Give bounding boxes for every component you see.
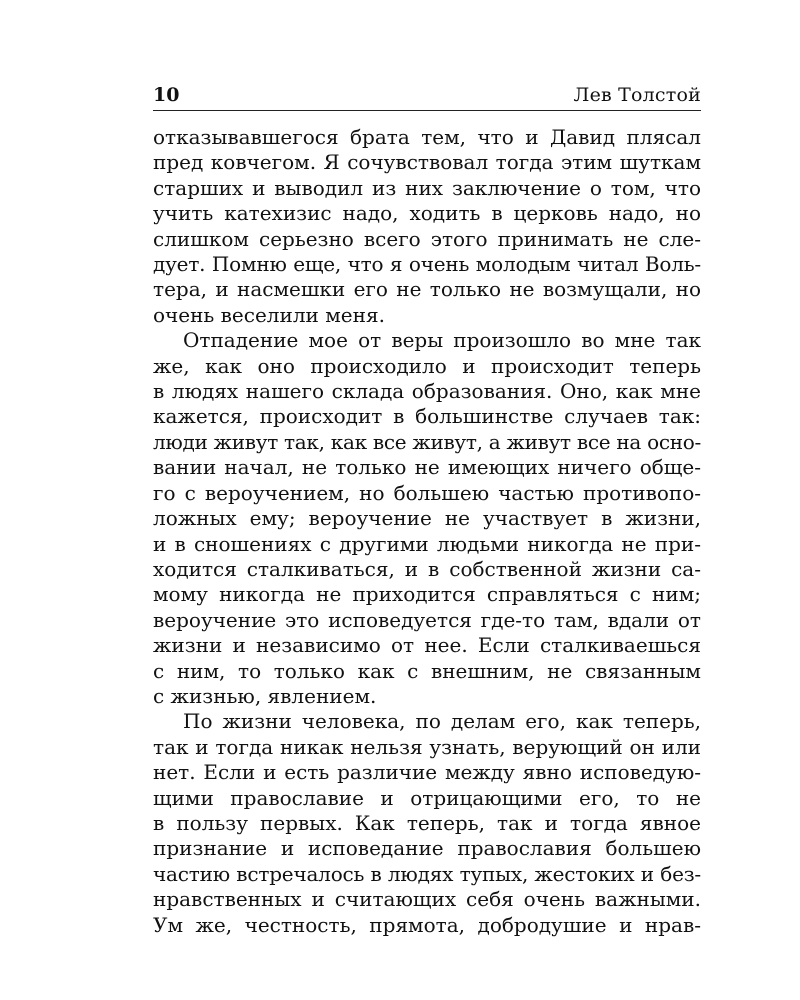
author-name: Лев Толстой: [573, 84, 701, 106]
text-line: вероучение это исповедуется где-то там, вдали от: [153, 607, 701, 632]
page-number: 10: [153, 84, 180, 106]
text-line: слишком серьезно всего этого принимать не сле-: [153, 226, 701, 251]
text-line: тера, и насмешки его не только не возмущали, но: [153, 277, 701, 302]
text-line: люди живут так, как все живут, а живут все на осно-: [153, 429, 701, 454]
text-line: По жизни человека, по делам его, как теперь,: [183, 709, 701, 734]
text-line: же, как оно происходило и происходит теперь: [153, 353, 701, 378]
text-line: и в сношениях с другими людьми никогда не при-: [153, 531, 701, 556]
text-line: очень веселили меня.: [153, 302, 385, 327]
text-line: частию встречалось в людях тупых, жестоких и без-: [153, 861, 701, 886]
text-line: Отпадение мое от веры произошло во мне так: [183, 328, 701, 353]
text-line: го с вероучением, но большею частью противопо-: [153, 480, 701, 505]
text-line: пред ковчегом. Я сочувствовал тогда этим шуткам: [153, 150, 701, 175]
text-line: щими православие и отрицающими его, то не: [153, 785, 701, 810]
text-line: учить катехизис надо, ходить в церковь надо, но: [153, 201, 701, 226]
text-line: в пользу первых. Как теперь, так и тогда явное: [153, 810, 701, 835]
text-line: старших и выводил из них заключение о том, что: [153, 175, 701, 200]
text-line: так и тогда никак нельзя узнать, верующий он или: [153, 734, 701, 759]
text-line: кажется, происходит в большинстве случаев так:: [153, 404, 701, 429]
text-line: дует. Помню еще, что я очень молодым читал Воль-: [153, 252, 701, 277]
text-line: в людях нашего склада образования. Оно, как мне: [153, 379, 701, 404]
text-line: с жизнью, явлением.: [153, 683, 377, 708]
text-line: с ним, то только как с внешним, не связанным: [153, 658, 701, 683]
text-line: признание и исповедание православия большею: [153, 836, 701, 861]
running-head: [153, 84, 701, 111]
text-line: вании начал, не только не имеющих ничего обще-: [153, 455, 701, 480]
text-line: ложных ему; вероучение не участвует в жизни,: [153, 506, 701, 531]
text-line: ходится сталкиваться, и в собственной жизни са-: [153, 556, 701, 581]
text-line: нравственных и считающих себя очень важными.: [153, 887, 701, 912]
text-line: нет. Если и есть различие между явно исповедую-: [153, 760, 701, 785]
text-line: отказывавшегося брата тем, что и Давид плясал: [153, 125, 701, 149]
text-line: жизни и независимо от нее. Если сталкиваешься: [153, 633, 701, 658]
text-line: Ум же, честность, прямота, добродушие и нрав-: [153, 912, 701, 937]
text-line: мому никогда не приходится справляться с ним;: [153, 582, 701, 607]
body-text: [153, 125, 701, 938]
